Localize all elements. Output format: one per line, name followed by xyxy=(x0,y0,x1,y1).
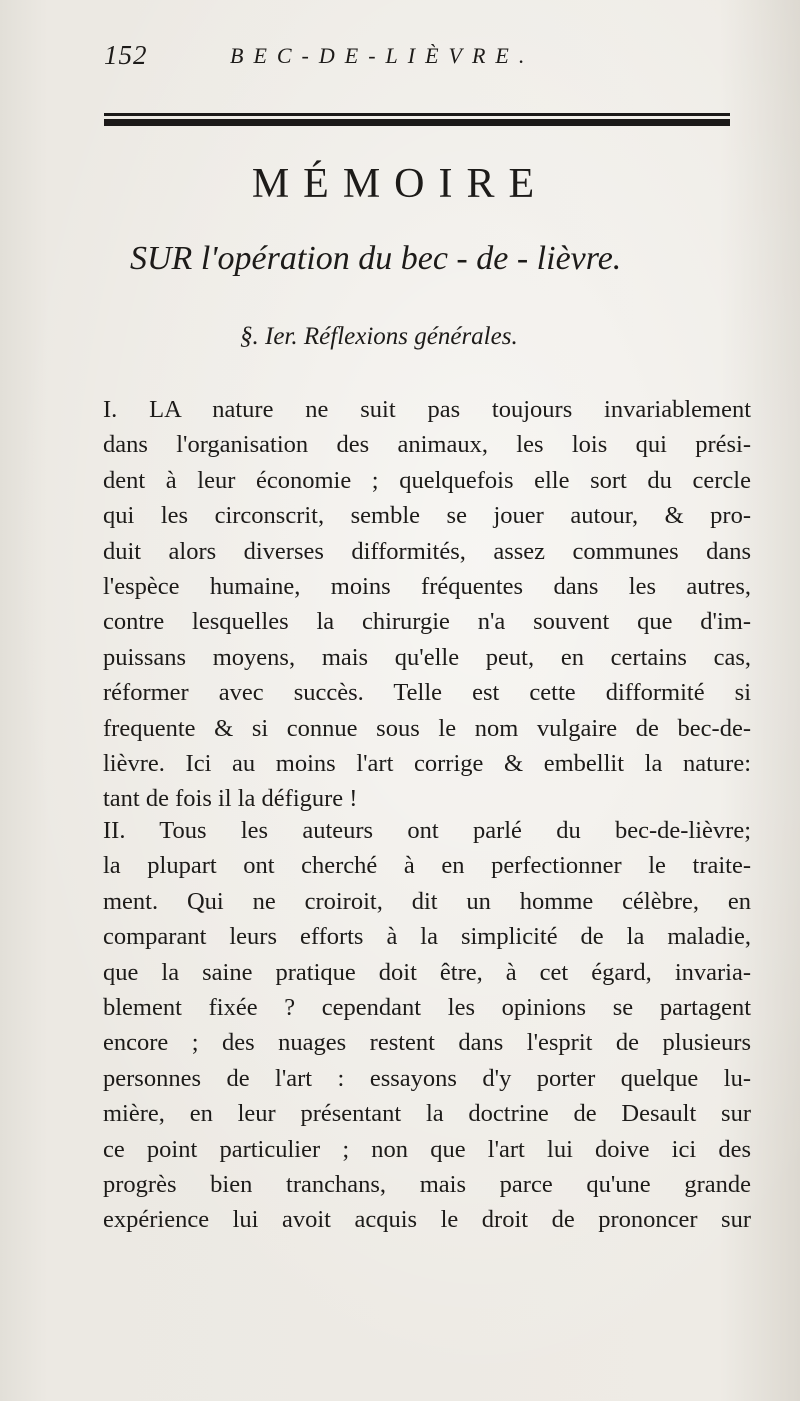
paragraph-1 xyxy=(103,392,751,817)
text-line: progrès bien tranchans, mais parce qu'une grande xyxy=(103,1171,751,1199)
text-line: dans l'organisation des animaux, les lois qui prési- xyxy=(103,431,751,459)
text-line: personnes de l'art : essayons d'y porter quelque lu- xyxy=(103,1064,751,1092)
text-line: ce point particulier ; non que l'art lui doive ici des xyxy=(103,1135,751,1163)
text-line: réformer avec succès. Telle est cette difformité si xyxy=(103,679,751,707)
text-line: ment. Qui ne croiroit, dit un homme célèbre, en xyxy=(103,887,751,915)
text-line: frequente & si connue sous le nom vulgaire de bec-de- xyxy=(103,714,751,742)
page-number: 152 xyxy=(104,40,148,70)
text-line: I. LA nature ne suit pas toujours invariablement xyxy=(103,396,751,423)
text-line: puissans moyens, mais qu'elle peut, en certains cas, xyxy=(103,643,751,671)
section-heading: §. Ier. Réflexions générales. xyxy=(240,323,518,350)
header-rule-thin xyxy=(104,113,730,116)
text-line: encore ; des nuages restent dans l'esprit de plusieurs xyxy=(103,1029,751,1057)
running-head: BEC-DE-LIÈVRE. xyxy=(230,43,535,68)
page-header xyxy=(104,40,734,80)
paragraph-2 xyxy=(103,813,751,1238)
text-line: dent à leur économie ; quelquefois elle sort du cercle xyxy=(103,466,751,494)
text-line: contre lesquelles la chirurgie n'a souvent que d'im- xyxy=(103,608,751,636)
page-title: MÉMOIRE xyxy=(251,161,549,207)
text-line: l'espèce humaine, moins fréquentes dans les autres, xyxy=(103,573,751,601)
text-line: lièvre. Ici au moins l'art corrige & embellit la nature: xyxy=(103,750,751,778)
text-line: qui les circonscrit, semble se jouer autour, & pro- xyxy=(103,502,751,530)
text-line: la plupart ont cherché à en perfectionner le traite- xyxy=(103,852,751,880)
text-line: blement fixée ? cependant les opinions se partagent xyxy=(103,994,751,1022)
text-line: expérience lui avoit acquis le droit de prononcer sur xyxy=(103,1206,751,1234)
text-line: que la saine pratique doit être, à cet égard, invaria- xyxy=(103,958,751,986)
text-line: tant de fois il la défigure ! xyxy=(103,785,358,813)
text-line: comparant leurs efforts à la simplicité de la maladie, xyxy=(103,923,751,951)
text-line: II. Tous les auteurs ont parlé du bec-de-lièvre; xyxy=(103,817,751,844)
page-subtitle: SUR l'opération du bec - de - lièvre. xyxy=(130,240,622,277)
header-rule-thick xyxy=(104,119,730,126)
text-line: mière, en leur présentant la doctrine de Desault sur xyxy=(103,1100,751,1128)
text-line: duit alors diverses difformités, assez communes dans xyxy=(103,537,751,565)
